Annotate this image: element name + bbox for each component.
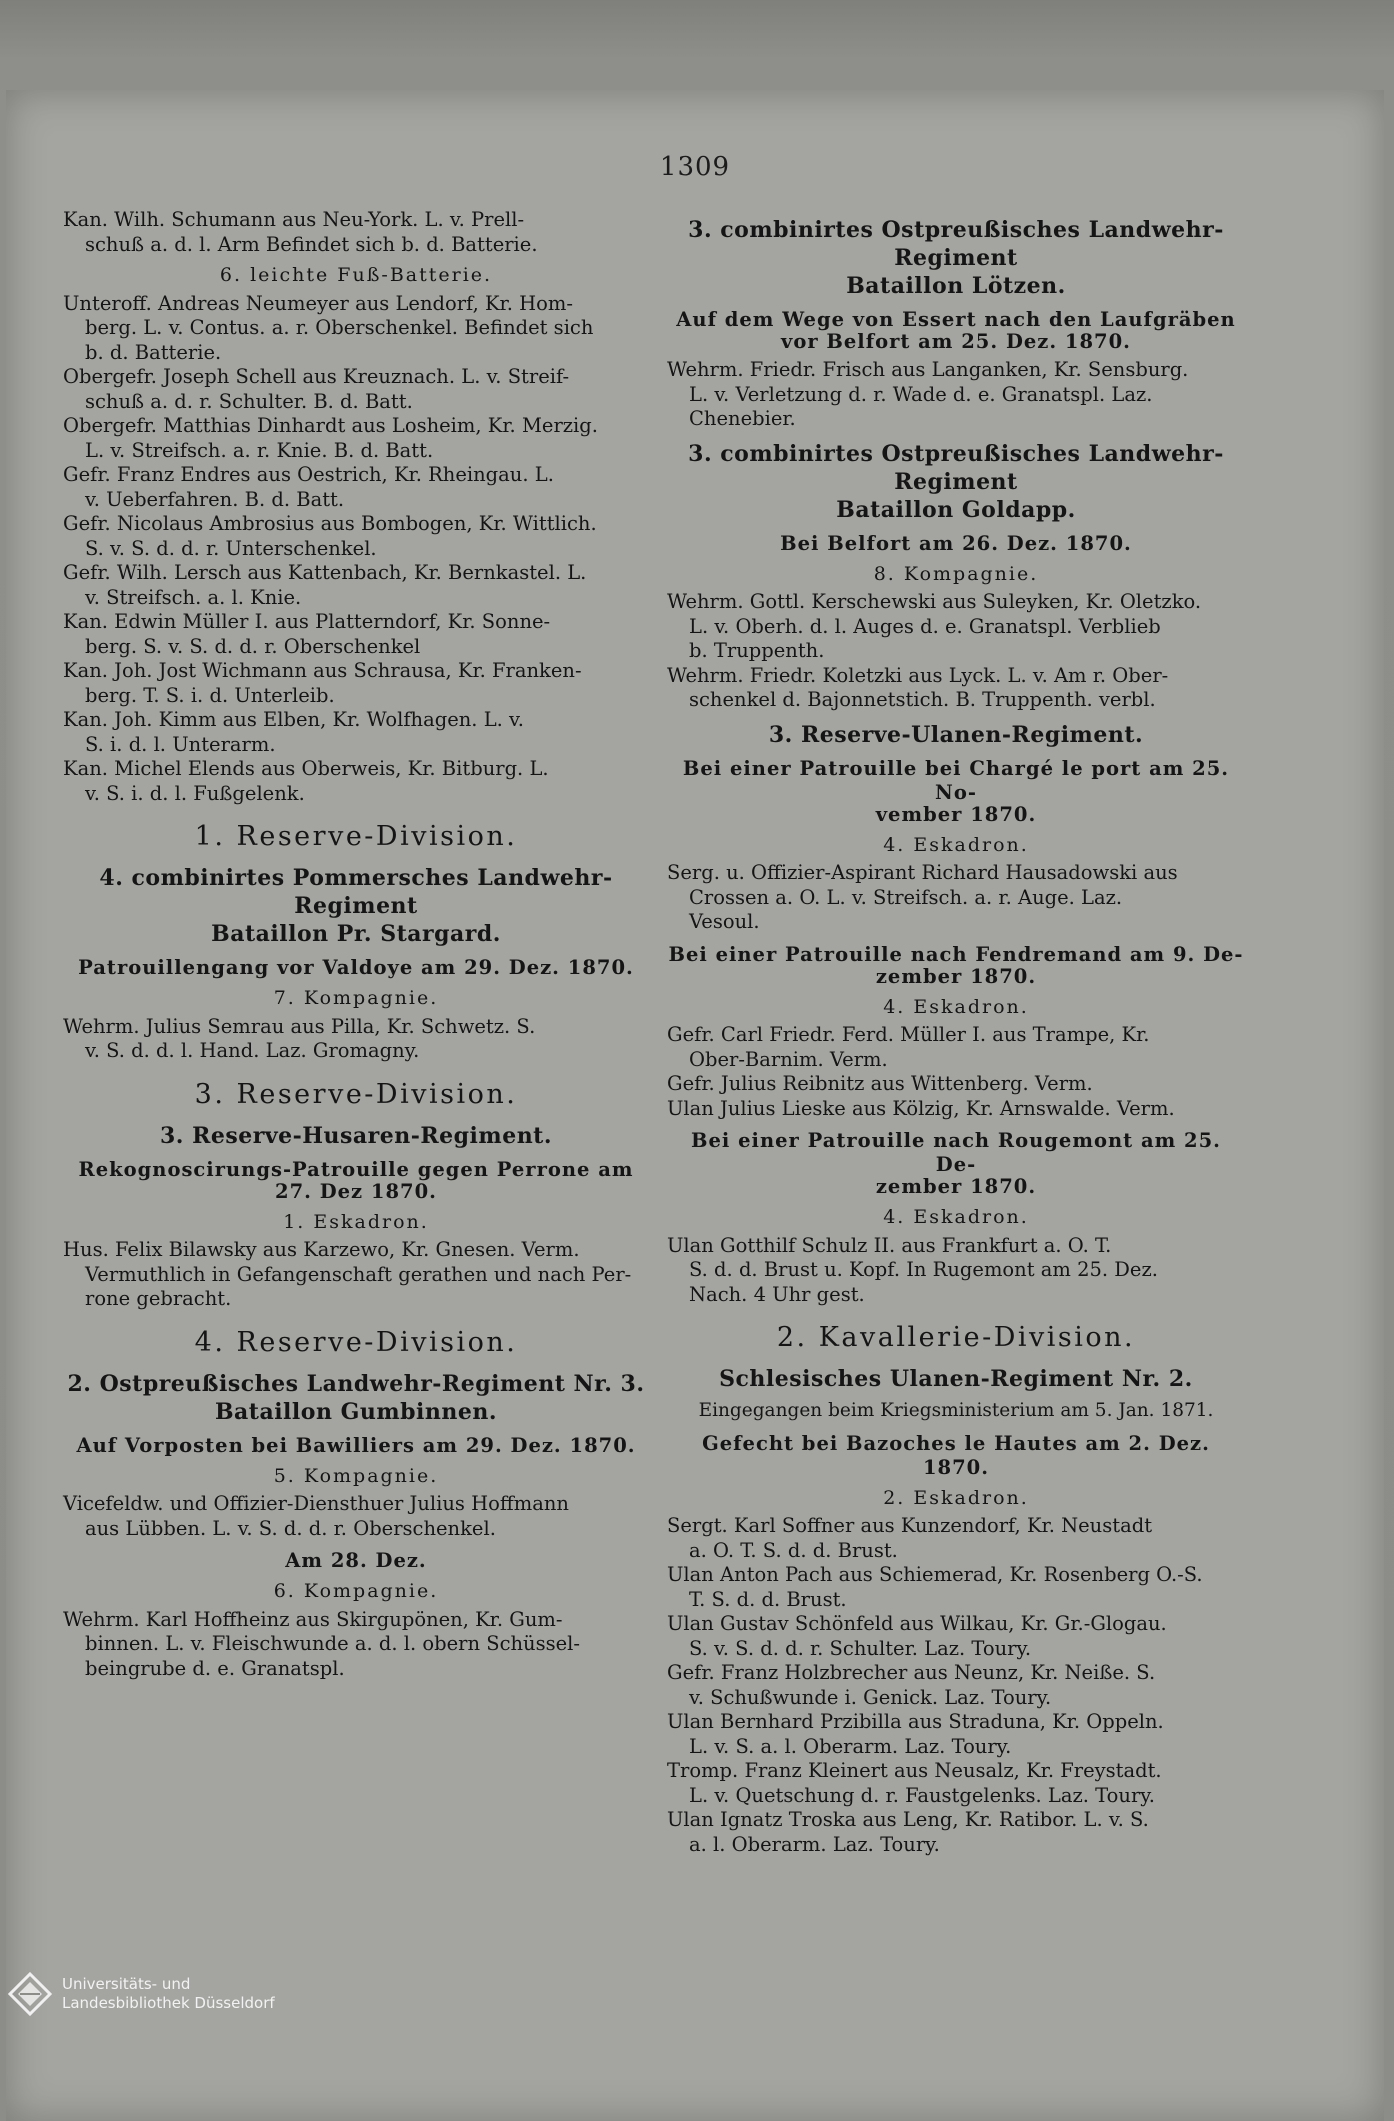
entry-first-line: Ulan Ignatz Troska aus Leng, Kr. Ratibor. L. v. S. <box>667 1808 1149 1831</box>
casualty-entry <box>63 1492 649 1541</box>
library-logo <box>8 1968 288 2020</box>
casualty-entry <box>63 292 649 366</box>
receipt-note: Eingegangen beim Kriegsministerium am 5. Jan. 1871. <box>698 1400 1214 1421</box>
document-page <box>6 90 1384 2121</box>
casualty-entry <box>63 1015 649 1064</box>
engagement-heading: Gefecht bei Bazoches le Hautes am 2. Dez. 1870. <box>702 1431 1210 1479</box>
engagement-heading: Bei einer Patrouille bei Chargé le port am 25. No- <box>682 756 1230 804</box>
casualty-entry <box>63 512 649 561</box>
entry-continuation-line: S. v. S. d. d. r. Unterschenkel. <box>85 536 377 560</box>
entry-first-line: Wehrm. Friedr. Koletzki aus Lyck. L. v. Am r. Ober- <box>667 663 1169 687</box>
engagement-heading-continued: 27. Dez 1870. <box>275 1179 437 1203</box>
unit-heading: 6. leichte Fuß-Batterie. <box>219 264 493 286</box>
casualty-entry <box>667 358 1245 432</box>
entry-continuation-line: Nach. 4 Uhr gest. <box>689 1282 865 1306</box>
entry-first-line: Wehrm. Friedr. Frisch aus Langanken, Kr. Sensburg. <box>667 358 1189 381</box>
entry-first-line: Sergt. Karl Soffner aus Kunzendorf, Kr. Neustadt <box>667 1514 1153 1537</box>
entry-continuation-line: Crossen a. O. L. v. Streifsch. a. r. Auge. Laz. <box>689 885 1123 909</box>
engagement-heading-continued: vember 1870. <box>875 802 1037 826</box>
entry-first-line: Gefr. Wilh. Lersch aus Kattenbach, Kr. Bernkastel. L. <box>63 561 587 584</box>
entry-first-line: Ulan Gustav Schönfeld aus Wilkau, Kr. Gr.-Glogau. <box>667 1612 1167 1635</box>
unit-heading: 8. Kompagnie. <box>873 562 1039 585</box>
entry-continuation-line: schenkel d. Bajonnetstich. B. Truppenth. verbl. <box>689 688 1156 711</box>
entry-continuation-line: a. l. Oberarm. Laz. Toury. <box>689 1832 940 1856</box>
division-heading: 4. Reserve-Division. <box>194 1326 518 1358</box>
entry-continuation-line: schuß a. d. r. Schulter. B. d. Batt. <box>85 389 413 413</box>
engagement-heading: Auf dem Wege von Essert nach den Laufgräben <box>676 308 1236 331</box>
entry-first-line: Ulan Gotthilf Schulz II. aus Frankfurt a. O. T. <box>667 1233 1112 1257</box>
library-name-line2: Landesbibliothek Düsseldorf <box>62 1994 275 2012</box>
casualty-entry <box>63 414 649 463</box>
entry-continuation-line: v. Schußwunde i. Genick. Laz. Toury. <box>689 1685 1052 1709</box>
engagement-heading: Bei einer Patrouille nach Fendremand am 9. De- <box>668 942 1244 966</box>
entry-first-line: Unteroff. Andreas Neumeyer aus Lendorf, Kr. Hom- <box>63 291 573 315</box>
entry-continuation-line: beingrube d. e. Granatspl. <box>85 1656 345 1680</box>
engagement-heading-continued: zember 1870. <box>875 964 1037 988</box>
unit-heading: 2. Eskadron. <box>883 1486 1029 1509</box>
casualty-entry <box>667 664 1245 713</box>
entry-first-line: Vicefeldw. und Offizier-Diensthuer Julius Hoffmann <box>63 1492 569 1515</box>
entry-continuation-line: T. S. d. d. Brust. <box>689 1587 847 1611</box>
entry-continuation-line: Ober-Barnim. Verm. <box>689 1047 888 1071</box>
unit-heading: 7. Kompagnie. <box>273 987 439 1009</box>
casualty-entry <box>667 1072 1245 1097</box>
unit-heading: 4. Eskadron. <box>883 1206 1029 1228</box>
engagement-heading: Bei Belfort am 26. Dez. 1870. <box>780 531 1132 555</box>
entry-first-line: Kan. Joh. Jost Wichmann aus Schrausa, Kr. Franken- <box>63 659 582 682</box>
entry-first-line: Ulan Julius Lieske aus Kölzig, Kr. Arnswalde. Verm. <box>667 1096 1175 1120</box>
division-heading: 3. Reserve-Division. <box>194 1078 518 1110</box>
entry-continuation-line: aus Lübben. L. v. S. d. d. r. Oberschenkel. <box>85 1516 496 1540</box>
casualty-entry <box>667 1563 1245 1612</box>
casualty-entry <box>667 590 1245 664</box>
casualty-entry <box>667 1661 1245 1710</box>
battalion-heading: Bataillon Pr. Stargard. <box>211 921 501 947</box>
entry-first-line: Gefr. Franz Holzbrecher aus Neunz, Kr. Neiße. S. <box>667 1661 1156 1684</box>
casualty-entry <box>63 1608 649 1682</box>
entry-first-line: Wehrm. Julius Semrau aus Pilla, Kr. Schwetz. S. <box>63 1014 536 1038</box>
entry-first-line: Serg. u. Offizier-Aspirant Richard Hausadowski aus <box>667 861 1178 884</box>
entry-first-line: Wehrm. Gottl. Kerschewski aus Suleyken, Kr. Oletzko. <box>667 590 1202 613</box>
casualty-entry <box>63 365 649 414</box>
casualty-entry <box>63 561 649 610</box>
regiment-heading: 3. Reserve-Ulanen-Regiment. <box>768 721 1144 748</box>
entry-continuation-line: b. Truppenth. <box>689 639 825 662</box>
entry-first-line: Obergefr. Joseph Schell aus Kreuznach. L. v. Streif- <box>63 365 570 388</box>
casualty-entry <box>63 463 649 512</box>
battalion-heading: Bataillon Lötzen. <box>846 273 1066 299</box>
ulb-diamond-logo-icon <box>8 1972 52 2016</box>
regiment-heading: Schlesisches Ulanen-Regiment Nr. 2. <box>719 1366 1193 1392</box>
entry-continuation-line: Chenebier. <box>689 407 796 430</box>
left-column <box>63 208 649 1681</box>
casualty-entry <box>667 1710 1245 1759</box>
regiment-heading: 2. Ostpreußisches Landwehr-Regiment Nr. 3. <box>67 1370 645 1397</box>
engagement-heading: Rekognoscirungs-Patrouille gegen Perrone am <box>78 1157 634 1181</box>
engagement-heading: Bei einer Patrouille nach Rougemont am 25. De- <box>691 1129 1221 1176</box>
entry-continuation-line: S. i. d. l. Unterarm. <box>85 732 276 756</box>
entry-continuation-line: berg. L. v. Contus. a. r. Oberschenkel. Befindet sich <box>85 316 594 339</box>
engagement-heading: Am 28. Dez. <box>285 1549 427 1572</box>
entry-continuation-line: berg. T. S. i. d. Unterleib. <box>85 683 335 707</box>
regiment-heading: 4. combinirtes Pommersches Landwehr-Regiment <box>99 865 613 919</box>
entry-continuation-line: S. v. S. d. d. r. Schulter. Laz. Toury. <box>689 1636 1032 1660</box>
entry-first-line: Kan. Edwin Müller I. aus Platterndorf, Kr. Sonne- <box>63 610 551 633</box>
entry-continuation-line: binnen. L. v. Fleischwunde a. d. l. obern Schüssel- <box>85 1632 580 1655</box>
entry-continuation-line: a. O. T. S. d. d. Brust. <box>689 1538 898 1562</box>
battalion-heading: Bataillon Goldapp. <box>836 496 1076 523</box>
casualty-entry <box>63 1238 649 1312</box>
entry-continuation-line: schuß a. d. l. Arm Befindet sich b. d. Batterie. <box>85 232 538 256</box>
engagement-heading: Auf Vorposten bei Bawilliers am 29. Dez. 1870. <box>76 1433 636 1457</box>
entry-first-line: Tromp. Franz Kleinert aus Neusalz, Kr. Freystadt. <box>667 1759 1162 1782</box>
right-column <box>667 208 1245 1857</box>
entry-first-line: Kan. Michel Elends aus Oberweis, Kr. Bitburg. L. <box>63 757 549 780</box>
entry-continuation-line: Vermuthlich in Gefangenschaft gerathen und nach Per- <box>85 1262 632 1286</box>
entry-first-line: Obergefr. Matthias Dinhardt aus Losheim, Kr. Merzig. <box>63 414 598 437</box>
entry-continuation-line: rone gebracht. <box>85 1287 232 1310</box>
entry-continuation-line: b. d. Batterie. <box>85 340 222 364</box>
division-heading: 1. Reserve-Division. <box>194 821 518 852</box>
library-name-line1: Universitäts- und <box>62 1975 191 1993</box>
entry-first-line: Kan. Wilh. Schumann aus Neu-York. L. v. Prell- <box>63 208 525 231</box>
regiment-heading: 3. combinirtes Ostpreußisches Landwehr-Regiment <box>688 440 1224 495</box>
casualty-entry <box>63 659 649 708</box>
regiment-heading: 3. Reserve-Husaren-Regiment. <box>159 1122 553 1149</box>
unit-heading: 1. Eskadron. <box>283 1210 429 1233</box>
entry-first-line: Gefr. Franz Endres aus Oestrich, Kr. Rheingau. L. <box>63 463 554 486</box>
unit-heading: 4. Eskadron. <box>883 995 1029 1018</box>
entry-first-line: Gefr. Carl Friedr. Ferd. Müller I. aus Trampe, Kr. <box>667 1023 1150 1046</box>
casualty-entry <box>667 1234 1245 1308</box>
division-heading: 2. Kavallerie-Division. <box>776 1322 1136 1353</box>
casualty-entry <box>667 1808 1245 1857</box>
entry-continuation-line: L. v. Streifsch. a. r. Knie. B. d. Batt. <box>85 438 434 462</box>
entry-first-line: Kan. Joh. Kimm aus Elben, Kr. Wolfhagen. L. v. <box>63 708 524 731</box>
regiment-heading: 3. combinirtes Ostpreußisches Landwehr-Regiment <box>688 217 1224 271</box>
entry-continuation-line: v. Streifsch. a. l. Knie. <box>85 585 302 609</box>
entry-first-line: Wehrm. Karl Hoffheinz aus Skirgupönen, Kr. Gum- <box>63 1607 563 1631</box>
casualty-entry <box>667 1514 1245 1563</box>
casualty-entry <box>667 1097 1245 1122</box>
engagement-heading-continued: zember 1870. <box>875 1175 1037 1198</box>
unit-heading: 4. Eskadron. <box>883 833 1029 856</box>
engagement-heading: Patrouillengang vor Valdoye am 29. Dez. 1870. <box>78 956 634 979</box>
casualty-entry <box>667 1023 1245 1072</box>
casualty-entry <box>63 208 649 257</box>
entry-continuation-line: berg. S. v. S. d. d. r. Oberschenkel <box>85 634 421 658</box>
entry-first-line: Gefr. Julius Reibnitz aus Wittenberg. Verm. <box>667 1072 1093 1095</box>
entry-continuation-line: v. S. i. d. l. Fußgelenk. <box>85 781 305 805</box>
entry-continuation-line: v. S. d. d. l. Hand. Laz. Gromagny. <box>85 1039 420 1062</box>
battalion-heading: Bataillon Gumbinnen. <box>214 1398 498 1425</box>
casualty-entry <box>667 1759 1245 1808</box>
entry-first-line: Ulan Anton Pach aus Schiemerad, Kr. Rosenberg O.-S. <box>667 1563 1203 1586</box>
engagement-heading-continued: vor Belfort am 25. Dez. 1870. <box>781 330 1131 353</box>
casualty-entry <box>63 708 649 757</box>
entry-first-line: Gefr. Nicolaus Ambrosius aus Bombogen, Kr. Wittlich. <box>63 512 597 535</box>
entry-first-line: Hus. Felix Bilawsky aus Karzewo, Kr. Gnesen. Verm. <box>63 1238 580 1261</box>
entry-continuation-line: L. v. S. a. l. Oberarm. Laz. Toury. <box>689 1734 1012 1758</box>
entry-continuation-line: L. v. Verletzung d. r. Wade d. e. Granatspl. Laz. <box>689 382 1153 406</box>
page-number: 1309 <box>659 152 731 182</box>
entry-continuation-line: L. v. Oberh. d. l. Auges d. e. Granatspl. Verblieb <box>689 614 1161 638</box>
entry-continuation-line: L. v. Quetschung d. r. Faustgelenks. Laz. Toury. <box>689 1783 1155 1807</box>
entry-continuation-line: Vesoul. <box>689 910 760 933</box>
unit-heading: 5. Kompagnie. <box>273 1464 439 1487</box>
entry-continuation-line: v. Ueberfahren. B. d. Batt. <box>85 487 345 511</box>
entry-continuation-line: S. d. d. Brust u. Kopf. In Rugemont am 25. Dez. <box>689 1258 1158 1281</box>
casualty-entry <box>63 610 649 659</box>
unit-heading: 6. Kompagnie. <box>273 1580 439 1602</box>
entry-first-line: Ulan Bernhard Przibilla aus Stradunа, Kr. Oppeln. <box>667 1710 1164 1733</box>
casualty-entry <box>667 861 1245 935</box>
casualty-entry <box>667 1612 1245 1661</box>
casualty-entry <box>63 757 649 806</box>
